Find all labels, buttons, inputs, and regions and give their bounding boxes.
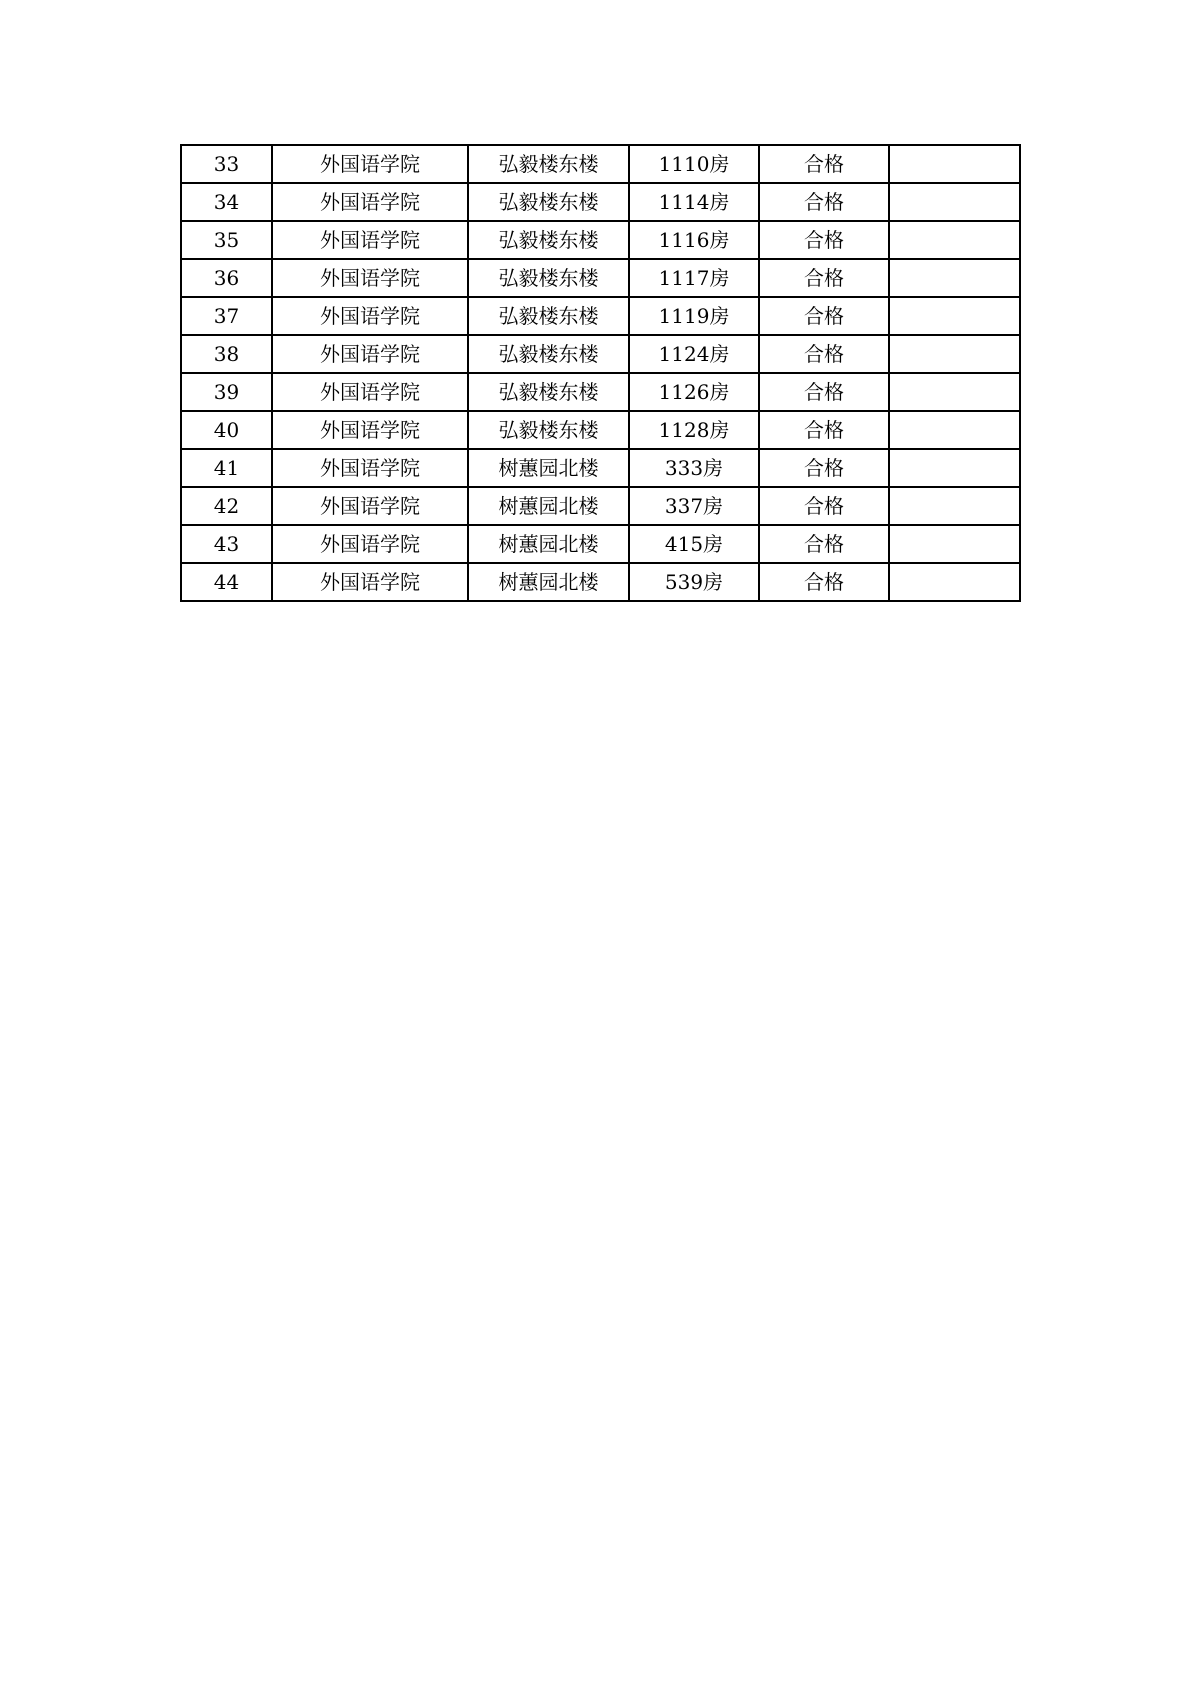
result-cell: 合格 [759, 259, 889, 297]
college-cell: 外国语学院 [272, 183, 468, 221]
result-cell: 合格 [759, 373, 889, 411]
remark-cell [889, 259, 1020, 297]
remark-cell [889, 563, 1020, 601]
table-row [181, 145, 1020, 183]
building-cell: 树蕙园北楼 [468, 525, 629, 563]
result-cell: 合格 [759, 411, 889, 449]
row-index-cell: 35 [181, 221, 272, 259]
remark-cell [889, 525, 1020, 563]
building-cell: 弘毅楼东楼 [468, 373, 629, 411]
room-cell: 1124房 [629, 335, 759, 373]
table-row [181, 525, 1020, 563]
college-cell: 外国语学院 [272, 525, 468, 563]
remark-cell [889, 373, 1020, 411]
row-index-cell: 42 [181, 487, 272, 525]
remark-cell [889, 183, 1020, 221]
building-cell: 弘毅楼东楼 [468, 335, 629, 373]
college-cell: 外国语学院 [272, 449, 468, 487]
building-cell: 弘毅楼东楼 [468, 183, 629, 221]
college-cell: 外国语学院 [272, 563, 468, 601]
table-row [181, 373, 1020, 411]
building-cell: 树蕙园北楼 [468, 487, 629, 525]
table-row [181, 449, 1020, 487]
building-cell: 弘毅楼东楼 [468, 145, 629, 183]
result-cell: 合格 [759, 297, 889, 335]
table-row [181, 563, 1020, 601]
remark-cell [889, 297, 1020, 335]
building-cell: 树蕙园北楼 [468, 563, 629, 601]
room-cell: 415房 [629, 525, 759, 563]
college-cell: 外国语学院 [272, 297, 468, 335]
result-cell: 合格 [759, 221, 889, 259]
college-cell: 外国语学院 [272, 487, 468, 525]
table-body [181, 145, 1020, 601]
table-row [181, 183, 1020, 221]
table-row [181, 221, 1020, 259]
row-index-cell: 36 [181, 259, 272, 297]
row-index-cell: 37 [181, 297, 272, 335]
result-cell: 合格 [759, 563, 889, 601]
row-index-cell: 40 [181, 411, 272, 449]
result-cell: 合格 [759, 487, 889, 525]
building-cell: 树蕙园北楼 [468, 449, 629, 487]
building-cell: 弘毅楼东楼 [468, 221, 629, 259]
room-cell: 1117房 [629, 259, 759, 297]
remark-cell [889, 335, 1020, 373]
remark-cell [889, 487, 1020, 525]
row-index-cell: 34 [181, 183, 272, 221]
table-row [181, 335, 1020, 373]
room-cell: 1114房 [629, 183, 759, 221]
row-index-cell: 44 [181, 563, 272, 601]
row-index-cell: 39 [181, 373, 272, 411]
college-cell: 外国语学院 [272, 335, 468, 373]
room-cell: 539房 [629, 563, 759, 601]
college-cell: 外国语学院 [272, 373, 468, 411]
table-row [181, 259, 1020, 297]
remark-cell [889, 145, 1020, 183]
building-cell: 弘毅楼东楼 [468, 297, 629, 335]
result-cell: 合格 [759, 449, 889, 487]
college-cell: 外国语学院 [272, 221, 468, 259]
result-cell: 合格 [759, 145, 889, 183]
table-row [181, 411, 1020, 449]
inspection-table [180, 144, 1021, 602]
remark-cell [889, 449, 1020, 487]
result-cell: 合格 [759, 335, 889, 373]
room-cell: 1126房 [629, 373, 759, 411]
row-index-cell: 41 [181, 449, 272, 487]
room-cell: 1128房 [629, 411, 759, 449]
table-row [181, 297, 1020, 335]
room-cell: 1110房 [629, 145, 759, 183]
building-cell: 弘毅楼东楼 [468, 259, 629, 297]
room-cell: 1116房 [629, 221, 759, 259]
college-cell: 外国语学院 [272, 145, 468, 183]
result-cell: 合格 [759, 183, 889, 221]
row-index-cell: 43 [181, 525, 272, 563]
room-cell: 333房 [629, 449, 759, 487]
college-cell: 外国语学院 [272, 259, 468, 297]
row-index-cell: 33 [181, 145, 272, 183]
building-cell: 弘毅楼东楼 [468, 411, 629, 449]
remark-cell [889, 411, 1020, 449]
college-cell: 外国语学院 [272, 411, 468, 449]
row-index-cell: 38 [181, 335, 272, 373]
room-cell: 337房 [629, 487, 759, 525]
room-cell: 1119房 [629, 297, 759, 335]
table-row [181, 487, 1020, 525]
result-cell: 合格 [759, 525, 889, 563]
remark-cell [889, 221, 1020, 259]
